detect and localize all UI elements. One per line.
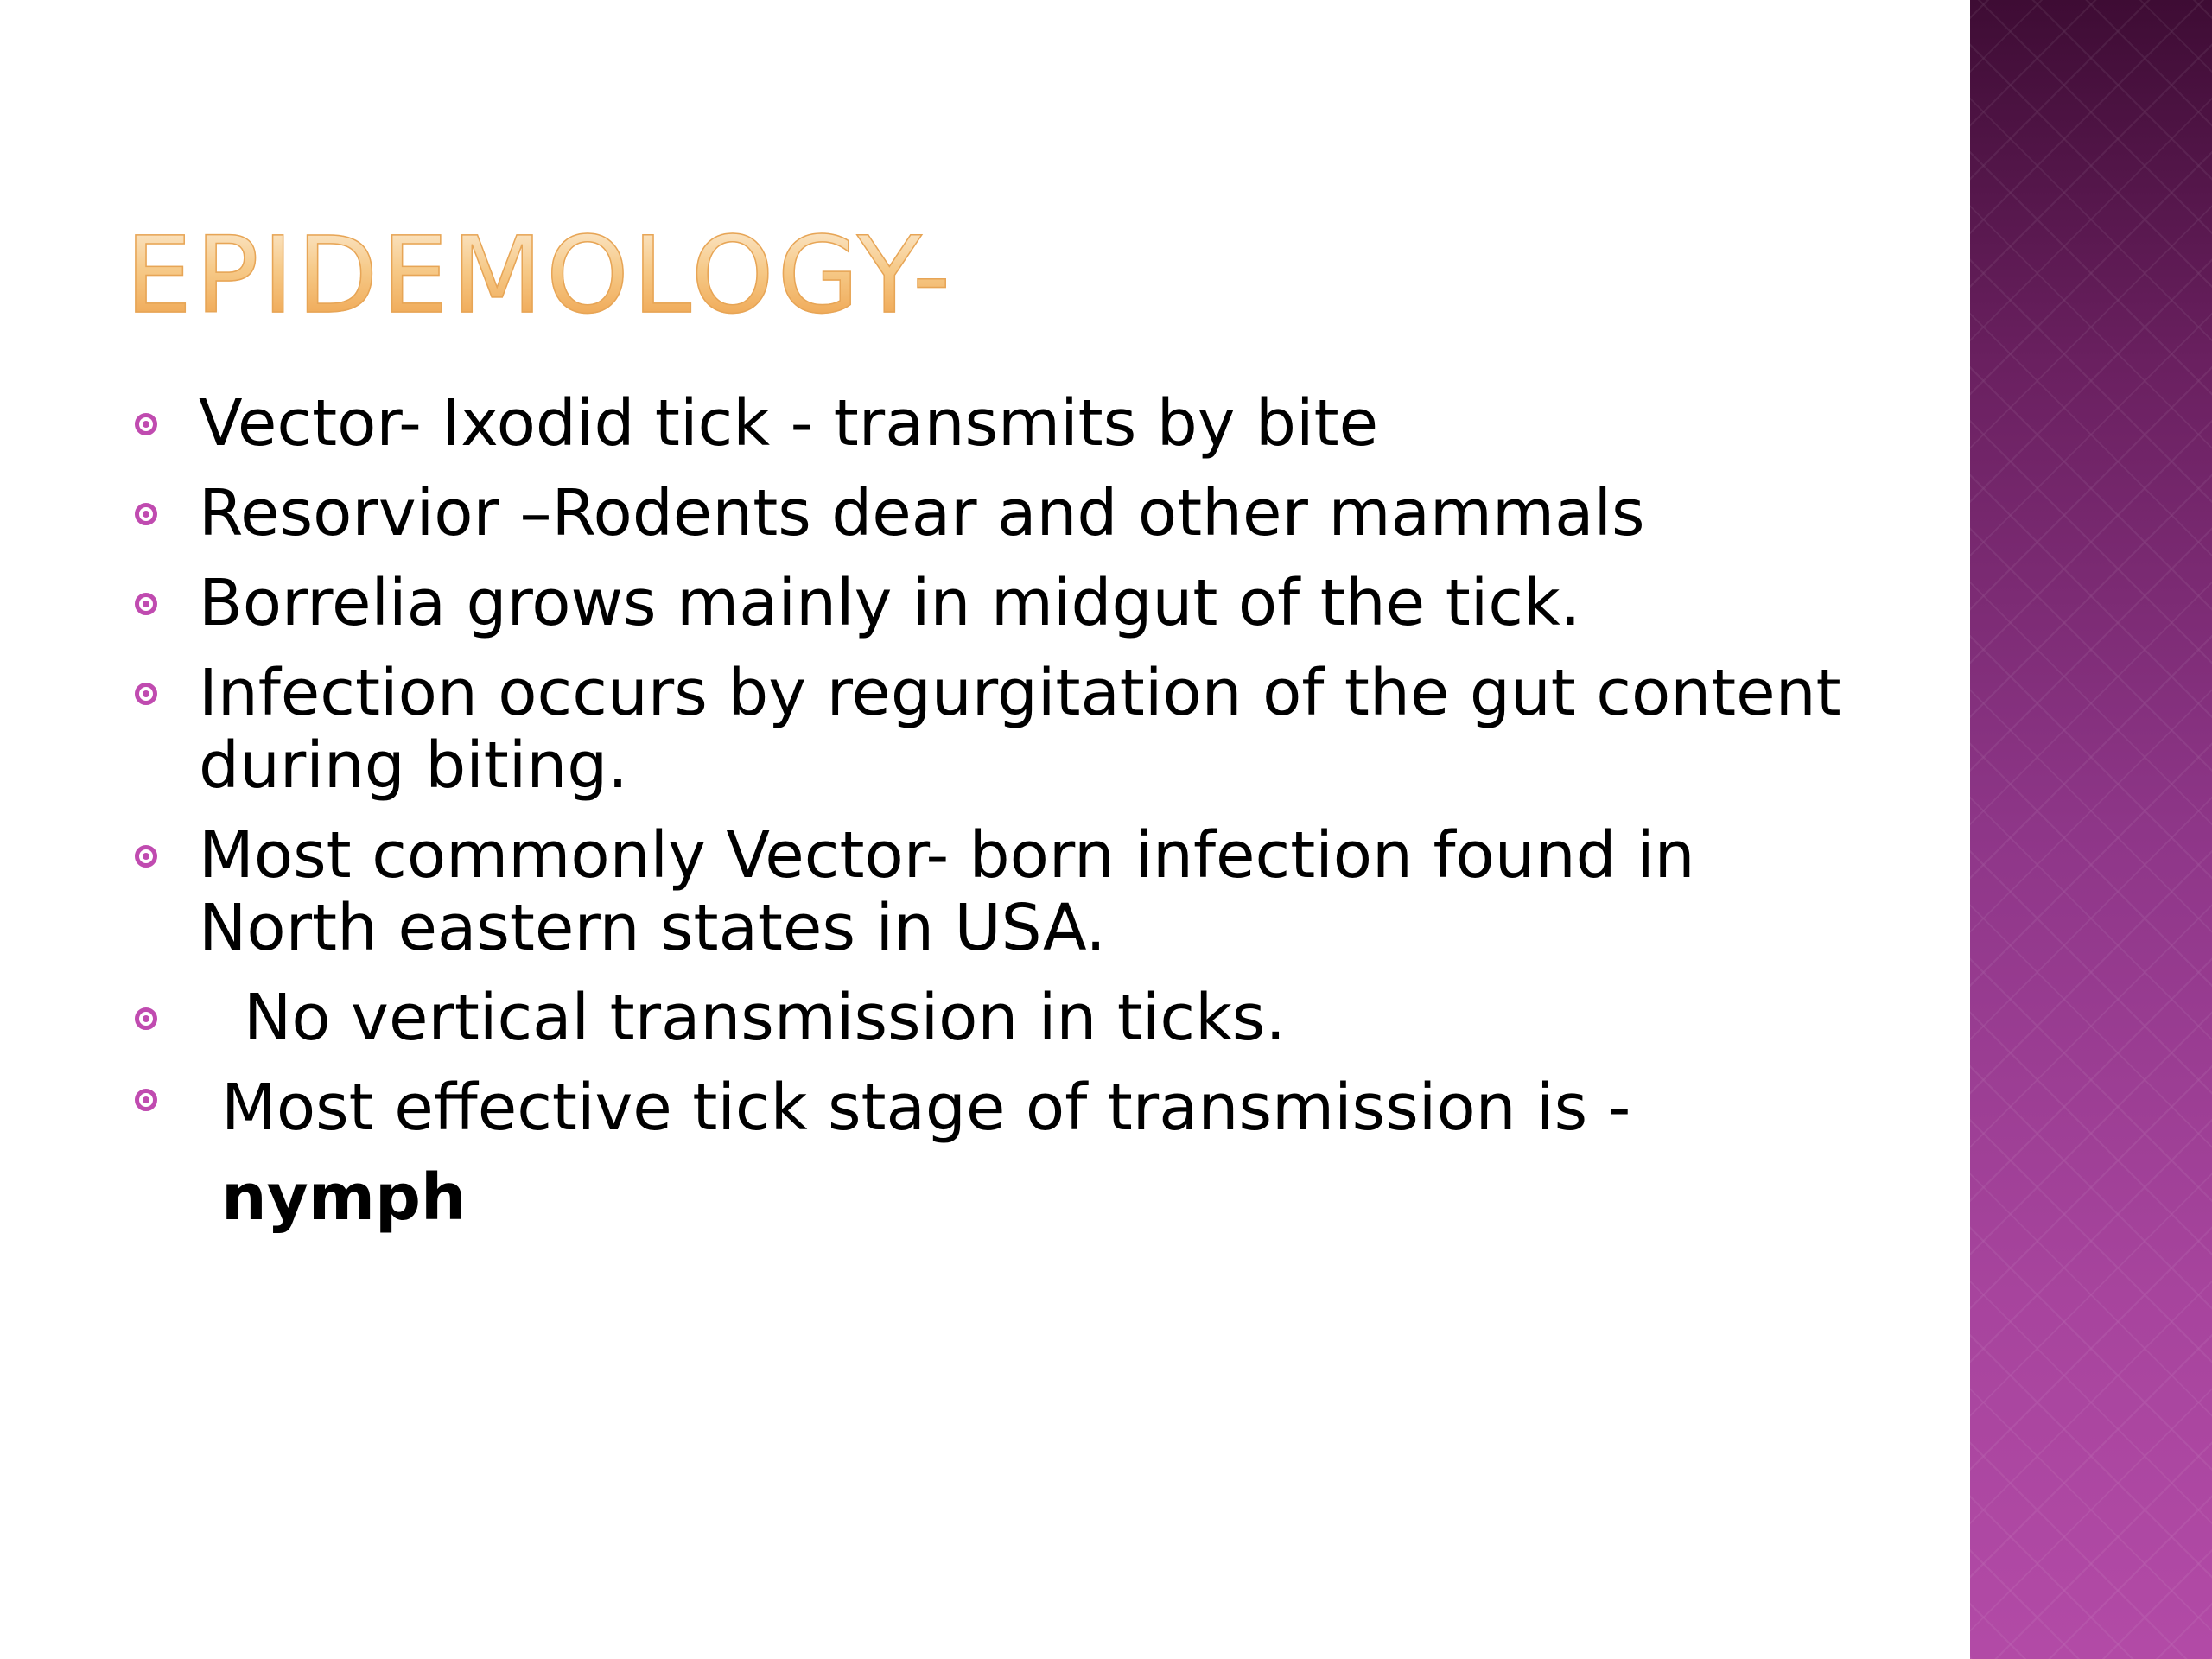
emphasis-word: nymph — [221, 1160, 467, 1235]
circle-dot-bullet-icon — [135, 503, 157, 525]
decorative-side-band — [1970, 0, 2212, 1659]
bullet-text: Resorvior –Rodents dear and other mammals — [199, 476, 1645, 550]
bullet-text-wrapper — [199, 1063, 1858, 1243]
bullet-list — [130, 387, 1858, 1260]
bullet-item — [130, 387, 1858, 460]
circle-dot-bullet-icon — [135, 683, 157, 705]
circle-dot-bullet-icon — [135, 413, 157, 435]
bullet-text: Most effective tick stage of transmission is - — [221, 1071, 1631, 1145]
slide-title: EPIDEMOLOGY- — [125, 214, 955, 337]
bullet-text: No vertical transmission in ticks. — [244, 981, 1287, 1055]
side-band-pattern — [1970, 0, 2212, 1659]
circle-dot-bullet-icon — [135, 1007, 157, 1030]
bullet-text: Most commonly Vector- born infection found in North eastern states in USA. — [199, 818, 1695, 965]
bullet-text: Infection occurs by regurgitation of the gut content during biting. — [199, 656, 1841, 803]
bullet-text: Vector- Ixodid tick - transmits by bite — [199, 386, 1379, 461]
circle-dot-bullet-icon — [135, 593, 157, 615]
bullet-item — [130, 477, 1858, 550]
circle-dot-bullet-icon — [135, 845, 157, 868]
bullet-item — [130, 982, 1858, 1054]
bullet-text: Borrelia grows mainly in midgut of the tick. — [199, 566, 1581, 640]
bullet-item — [130, 567, 1858, 639]
bullet-item — [130, 1063, 1858, 1243]
circle-dot-bullet-icon — [135, 1089, 157, 1111]
bullet-item — [130, 819, 1858, 964]
bullet-item — [130, 657, 1858, 802]
